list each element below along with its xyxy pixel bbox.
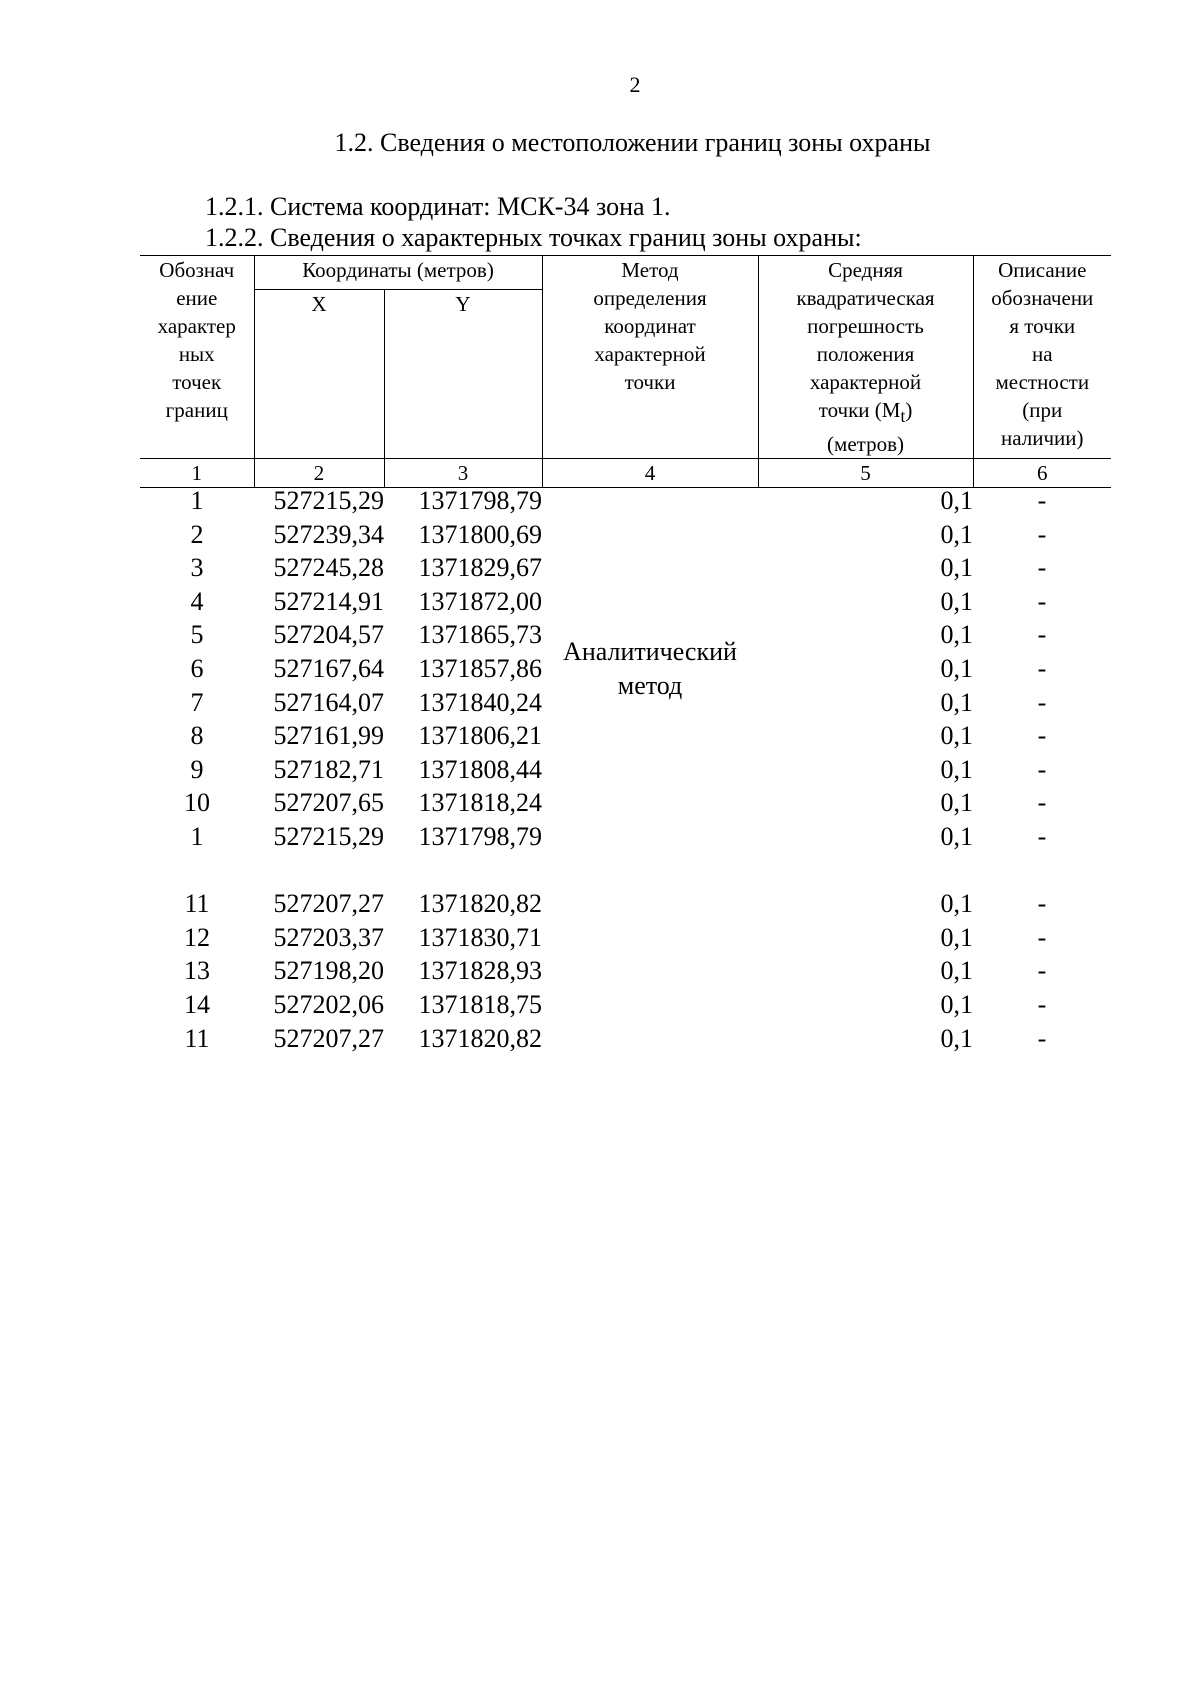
coord-y: 1371806,21 <box>418 721 542 751</box>
point-description: - <box>1037 788 1047 818</box>
point-number: 1 <box>190 486 204 515</box>
table-row <box>140 887 1111 921</box>
coord-y: 1371828,93 <box>418 956 542 986</box>
coord-y: 1371808,44 <box>418 754 542 784</box>
method-empty <box>542 954 758 988</box>
header-line <box>759 396 973 430</box>
mean-error: 0,1 <box>940 956 973 986</box>
header-x: X <box>254 290 384 459</box>
header-line: ение <box>176 286 218 310</box>
header-description <box>973 256 1111 459</box>
header-line: я точки <box>1009 314 1076 338</box>
point-description: - <box>1037 889 1047 919</box>
coord-x: 527239,34 <box>273 519 384 549</box>
coord-y: 1371800,69 <box>418 519 542 549</box>
table-row <box>140 484 1111 518</box>
header-line: наличии) <box>1001 426 1084 450</box>
coord-x: 527164,07 <box>273 687 384 717</box>
column-number: 2 <box>254 459 384 488</box>
table-header <box>140 255 1111 488</box>
point-description: - <box>1037 754 1047 784</box>
header-line: местности <box>995 370 1090 394</box>
subscript-t: t <box>900 406 906 427</box>
coord-y: 1371818,24 <box>418 788 542 818</box>
point-description: - <box>1037 1023 1047 1053</box>
header-line: координат <box>604 314 696 338</box>
coord-y: 1371857,86 <box>418 653 542 683</box>
method-cell <box>542 484 758 854</box>
point-number <box>140 854 254 888</box>
point-number: 11 <box>184 1023 210 1053</box>
header-line: характер <box>157 314 236 338</box>
header-point-designation <box>140 256 254 459</box>
coord-x: 527203,37 <box>273 922 384 952</box>
mean-error: 0,1 <box>940 486 973 515</box>
header-line: характерной <box>809 370 922 394</box>
coord-x: 527207,27 <box>273 889 384 919</box>
header-mean-square-error <box>758 256 973 459</box>
header-line: Обознач <box>159 258 235 282</box>
column-number: 1 <box>140 459 254 488</box>
header-line: Метод <box>621 258 679 282</box>
coord-x: 527245,28 <box>273 553 384 583</box>
coord-x: 527204,57 <box>273 620 384 650</box>
point-description: - <box>1037 721 1047 751</box>
point-number: 2 <box>190 519 204 549</box>
coord-y: 1371830,71 <box>418 922 542 952</box>
coord-y: 1371820,82 <box>418 1023 542 1053</box>
coord-x: 527198,20 <box>273 956 384 986</box>
mean-error: 0,1 <box>940 553 973 583</box>
section-title: 1.2. Сведения о местоположении границ зоны охраны <box>334 128 931 157</box>
header-line: определения <box>593 286 707 310</box>
header-method <box>542 256 758 459</box>
column-number: 6 <box>973 459 1111 488</box>
coord-y: 1371818,75 <box>418 989 542 1019</box>
mean-error: 0,1 <box>940 721 973 751</box>
header-line: (при <box>1022 398 1063 422</box>
mean-error: 0,1 <box>940 889 973 919</box>
table-row <box>140 1022 1111 1056</box>
page-number: 2 <box>629 72 641 97</box>
point-description: - <box>1037 486 1047 515</box>
coord-y: 1371820,82 <box>418 889 542 919</box>
header-text: ) <box>905 398 913 422</box>
point-description <box>973 854 1111 888</box>
point-description: - <box>1037 586 1047 616</box>
header-line: точек <box>172 370 222 394</box>
point-number: 4 <box>190 586 204 616</box>
header-line: на <box>1031 342 1053 366</box>
mean-error: 0,1 <box>940 989 973 1019</box>
header-line: квадратическая <box>796 286 935 310</box>
coord-x: 527161,99 <box>273 721 384 751</box>
coord-y: 1371872,00 <box>418 586 542 616</box>
point-number: 8 <box>190 721 204 751</box>
mean-error <box>758 854 973 888</box>
mean-error: 0,1 <box>940 620 973 650</box>
header-y: Y <box>384 290 542 459</box>
column-number: 5 <box>758 459 973 488</box>
header-coordinates: Координаты (метров) <box>254 256 542 290</box>
table-row <box>140 954 1111 988</box>
point-description: - <box>1037 821 1047 851</box>
method-empty <box>542 1022 758 1056</box>
point-description: - <box>1037 653 1047 683</box>
coord-y: 1371798,79 <box>418 486 542 515</box>
coord-y: 1371840,24 <box>418 687 542 717</box>
header-line: (метров) <box>827 432 904 457</box>
point-description: - <box>1037 989 1047 1019</box>
point-number: 7 <box>190 687 204 717</box>
point-number: 14 <box>184 989 210 1019</box>
coord-x: 527182,71 <box>273 754 384 784</box>
points-table <box>140 484 1111 1055</box>
method-line: метод <box>617 670 683 700</box>
method-empty <box>542 854 758 888</box>
mean-error: 0,1 <box>940 586 973 616</box>
mean-error: 0,1 <box>940 653 973 683</box>
mean-error: 0,1 <box>940 1023 973 1053</box>
coord-y: 1371829,67 <box>418 553 542 583</box>
header-text: точки (M <box>818 398 901 422</box>
coord-y: 1371798,79 <box>418 821 542 851</box>
point-number: 3 <box>190 553 204 583</box>
mean-error: 0,1 <box>940 922 973 952</box>
points-info-line: 1.2.2. Сведения о характерных точках границ зоны охраны: <box>205 223 862 252</box>
point-number: 13 <box>184 956 210 986</box>
point-number: 1 <box>190 821 204 851</box>
header-line: точки <box>624 370 676 394</box>
header-line: Средняя <box>828 258 903 282</box>
coord-x: 527214,91 <box>273 586 384 616</box>
header-line: положения <box>816 342 915 366</box>
mean-error: 0,1 <box>940 821 973 851</box>
coord-y <box>384 854 542 888</box>
header-line: границ <box>165 398 228 422</box>
point-number: 9 <box>190 754 204 784</box>
header-line: обозначени <box>991 286 1094 310</box>
header-line: ных <box>178 342 215 366</box>
mean-error: 0,1 <box>940 687 973 717</box>
point-number: 5 <box>190 620 204 650</box>
point-description: - <box>1037 553 1047 583</box>
point-number: 12 <box>184 922 210 952</box>
method-empty <box>542 921 758 955</box>
coord-x <box>254 854 384 888</box>
column-number: 4 <box>542 459 758 488</box>
header-line: погрешность <box>807 314 924 338</box>
table-row <box>140 854 1111 888</box>
column-number: 3 <box>384 459 542 488</box>
point-description: - <box>1037 922 1047 952</box>
point-description: - <box>1037 687 1047 717</box>
coord-x: 527202,06 <box>273 989 384 1019</box>
mean-error: 0,1 <box>940 788 973 818</box>
table-row <box>140 988 1111 1022</box>
point-number: 11 <box>184 889 210 919</box>
table-row <box>140 921 1111 955</box>
point-number: 6 <box>190 653 204 683</box>
coordinate-system-line: 1.2.1. Система координат: МСК-34 зона 1. <box>205 192 671 221</box>
coord-x: 527215,29 <box>273 486 384 515</box>
coord-x: 527167,64 <box>273 653 384 683</box>
coord-y: 1371865,73 <box>418 620 542 650</box>
mean-error: 0,1 <box>940 754 973 784</box>
coord-x: 527207,65 <box>273 788 384 818</box>
point-description: - <box>1037 956 1047 986</box>
method-empty <box>542 988 758 1022</box>
header-line: Описание <box>998 258 1087 282</box>
point-number: 10 <box>184 788 210 818</box>
coord-x: 527215,29 <box>273 821 384 851</box>
point-description: - <box>1037 620 1047 650</box>
header-line: характерной <box>594 342 706 366</box>
method-line: Аналитический <box>563 637 737 667</box>
method-empty <box>542 887 758 921</box>
mean-error: 0,1 <box>940 519 973 549</box>
point-description: - <box>1037 519 1047 549</box>
coord-x: 527207,27 <box>273 1023 384 1053</box>
